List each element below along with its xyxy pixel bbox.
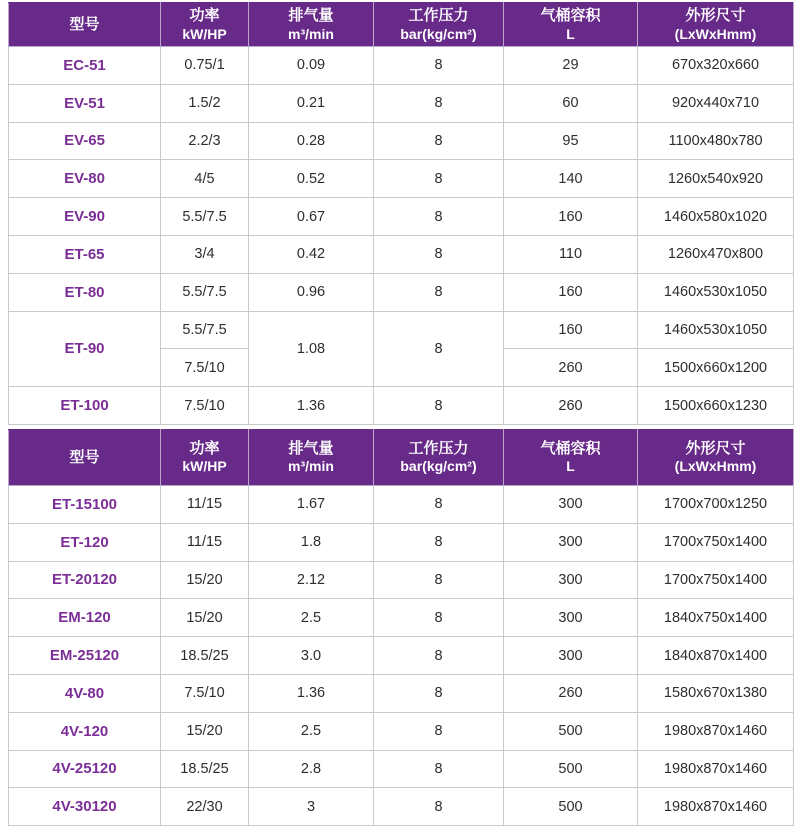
column-unit: kW/HP (182, 25, 227, 42)
value-cell: 5.5/7.5 (161, 273, 249, 311)
value-cell: 0.52 (249, 160, 374, 198)
value-cell: 3 (249, 788, 374, 826)
value-cell: 1460x530x1050 (638, 311, 794, 349)
table-row (9, 599, 794, 637)
value-cell: 8 (374, 523, 504, 561)
value-cell: 5.5/7.5 (161, 198, 249, 236)
value-cell: 7.5/10 (161, 674, 249, 712)
value-cell: 18.5/25 (161, 637, 249, 675)
column-header (9, 3, 161, 47)
value-cell: 8 (374, 273, 504, 311)
table-header (9, 3, 794, 47)
value-cell: 8 (374, 311, 504, 387)
column-title: 气桶容积 (540, 439, 601, 457)
value-cell: 8 (374, 84, 504, 122)
table-header (9, 429, 794, 485)
value-cell: 1700x750x1400 (638, 561, 794, 599)
value-cell: 8 (374, 47, 504, 85)
column-header (638, 3, 794, 47)
table-row (9, 311, 794, 349)
value-cell: 15/20 (161, 599, 249, 637)
model-cell: ET-15100 (9, 485, 161, 523)
column-title: 排气量 (288, 7, 334, 24)
value-cell: 2.12 (249, 561, 374, 599)
value-cell: 260 (504, 349, 638, 387)
value-cell: 8 (374, 599, 504, 637)
value-cell: 1.5/2 (161, 84, 249, 122)
value-cell: 7.5/10 (161, 349, 249, 387)
table-row (9, 523, 794, 561)
value-cell: 300 (504, 637, 638, 675)
table-body (9, 47, 794, 425)
value-cell: 3/4 (161, 235, 249, 273)
value-cell: 8 (374, 788, 504, 826)
value-cell: 1700x700x1250 (638, 485, 794, 523)
value-cell: 1500x660x1230 (638, 387, 794, 425)
value-cell: 8 (374, 198, 504, 236)
value-cell: 160 (504, 273, 638, 311)
column-title: 工作压力 (408, 439, 469, 457)
value-cell: 8 (374, 485, 504, 523)
column-title: 气桶容积 (540, 7, 601, 24)
column-unit: m³/min (288, 25, 334, 42)
column-unit: L (566, 458, 575, 475)
value-cell: 1840x750x1400 (638, 599, 794, 637)
value-cell: 1980x870x1460 (638, 788, 794, 826)
column-unit: bar(kg/cm²) (400, 458, 477, 475)
value-cell: 15/20 (161, 561, 249, 599)
value-cell: 0.96 (249, 273, 374, 311)
table-row (9, 788, 794, 826)
value-cell: 0.42 (249, 235, 374, 273)
table-body (9, 485, 794, 825)
value-cell: 500 (504, 788, 638, 826)
value-cell: 0.09 (249, 47, 374, 85)
value-cell: 0.75/1 (161, 47, 249, 85)
table-row (9, 84, 794, 122)
column-header (504, 429, 638, 485)
model-cell: EM-120 (9, 599, 161, 637)
value-cell: 300 (504, 485, 638, 523)
header-row (9, 3, 794, 47)
spec-table-lower (8, 429, 794, 826)
value-cell: 670x320x660 (638, 47, 794, 85)
model-cell: ET-20120 (9, 561, 161, 599)
value-cell: 300 (504, 523, 638, 561)
value-cell: 15/20 (161, 712, 249, 750)
column-header (374, 3, 504, 47)
value-cell: 8 (374, 235, 504, 273)
value-cell: 160 (504, 311, 638, 349)
value-cell: 0.28 (249, 122, 374, 160)
value-cell: 60 (504, 84, 638, 122)
value-cell: 260 (504, 674, 638, 712)
model-cell: EV-65 (9, 122, 161, 160)
column-unit: (LxWxHmm) (674, 458, 757, 475)
column-title: 工作压力 (408, 7, 469, 24)
value-cell: 1100x480x780 (638, 122, 794, 160)
value-cell: 1460x580x1020 (638, 198, 794, 236)
value-cell: 1.36 (249, 674, 374, 712)
value-cell: 29 (504, 47, 638, 85)
table-row (9, 235, 794, 273)
table-row (9, 387, 794, 425)
value-cell: 300 (504, 599, 638, 637)
value-cell: 1580x670x1380 (638, 674, 794, 712)
value-cell: 4/5 (161, 160, 249, 198)
model-cell: EV-90 (9, 198, 161, 236)
value-cell: 11/15 (161, 485, 249, 523)
column-unit: m³/min (288, 458, 334, 475)
value-cell: 500 (504, 750, 638, 788)
column-title: 排气量 (288, 439, 334, 457)
value-cell: 300 (504, 561, 638, 599)
value-cell: 11/15 (161, 523, 249, 561)
value-cell: 140 (504, 160, 638, 198)
table-row (9, 750, 794, 788)
column-header (638, 429, 794, 485)
column-header (9, 429, 161, 485)
column-unit: (LxWxHmm) (674, 25, 757, 42)
column-title: 型号 (69, 448, 100, 466)
model-cell: EC-51 (9, 47, 161, 85)
value-cell: 110 (504, 235, 638, 273)
model-cell: 4V-80 (9, 674, 161, 712)
value-cell: 0.21 (249, 84, 374, 122)
model-cell: ET-100 (9, 387, 161, 425)
model-cell: ET-90 (9, 311, 161, 387)
value-cell: 160 (504, 198, 638, 236)
table-row (9, 485, 794, 523)
value-cell: 1260x540x920 (638, 160, 794, 198)
column-header (504, 3, 638, 47)
value-cell: 8 (374, 160, 504, 198)
column-title: 型号 (69, 15, 100, 33)
column-header (161, 429, 249, 485)
value-cell: 2.2/3 (161, 122, 249, 160)
column-unit: L (566, 25, 575, 42)
value-cell: 1500x660x1200 (638, 349, 794, 387)
value-cell: 8 (374, 122, 504, 160)
model-cell: EM-25120 (9, 637, 161, 675)
value-cell: 3.0 (249, 637, 374, 675)
value-cell: 2.5 (249, 712, 374, 750)
value-cell: 8 (374, 637, 504, 675)
model-cell: ET-65 (9, 235, 161, 273)
value-cell: 8 (374, 750, 504, 788)
table-row (9, 47, 794, 85)
model-cell: EV-80 (9, 160, 161, 198)
value-cell: 1.67 (249, 485, 374, 523)
table-row (9, 273, 794, 311)
column-title: 功率 (189, 439, 220, 457)
value-cell: 1980x870x1460 (638, 750, 794, 788)
model-cell: 4V-25120 (9, 750, 161, 788)
table-row (9, 637, 794, 675)
column-title: 功率 (189, 7, 220, 24)
value-cell: 95 (504, 122, 638, 160)
table-row (9, 160, 794, 198)
model-cell: ET-120 (9, 523, 161, 561)
value-cell: 1.08 (249, 311, 374, 387)
value-cell: 7.5/10 (161, 387, 249, 425)
value-cell: 1.8 (249, 523, 374, 561)
value-cell: 8 (374, 387, 504, 425)
column-header (374, 429, 504, 485)
value-cell: 8 (374, 561, 504, 599)
column-title: 外形尺寸 (685, 7, 746, 24)
value-cell: 0.67 (249, 198, 374, 236)
header-row (9, 429, 794, 485)
table-row (9, 674, 794, 712)
table-row (9, 712, 794, 750)
model-cell: 4V-120 (9, 712, 161, 750)
column-title: 外形尺寸 (685, 439, 746, 457)
table-row (9, 561, 794, 599)
value-cell: 1460x530x1050 (638, 273, 794, 311)
column-unit: bar(kg/cm²) (400, 25, 477, 42)
model-cell: EV-51 (9, 84, 161, 122)
value-cell: 1980x870x1460 (638, 712, 794, 750)
column-header (249, 429, 374, 485)
value-cell: 18.5/25 (161, 750, 249, 788)
value-cell: 920x440x710 (638, 84, 794, 122)
spec-table-upper (8, 2, 794, 425)
column-header (161, 3, 249, 47)
table-row (9, 122, 794, 160)
value-cell: 8 (374, 674, 504, 712)
value-cell: 1.36 (249, 387, 374, 425)
value-cell: 5.5/7.5 (161, 311, 249, 349)
value-cell: 500 (504, 712, 638, 750)
value-cell: 1260x470x800 (638, 235, 794, 273)
table-row (9, 198, 794, 236)
model-cell: ET-80 (9, 273, 161, 311)
value-cell: 1840x870x1400 (638, 637, 794, 675)
model-cell: 4V-30120 (9, 788, 161, 826)
value-cell: 260 (504, 387, 638, 425)
value-cell: 22/30 (161, 788, 249, 826)
value-cell: 2.5 (249, 599, 374, 637)
column-unit: kW/HP (182, 458, 227, 475)
value-cell: 1700x750x1400 (638, 523, 794, 561)
value-cell: 8 (374, 712, 504, 750)
value-cell: 2.8 (249, 750, 374, 788)
column-header (249, 3, 374, 47)
